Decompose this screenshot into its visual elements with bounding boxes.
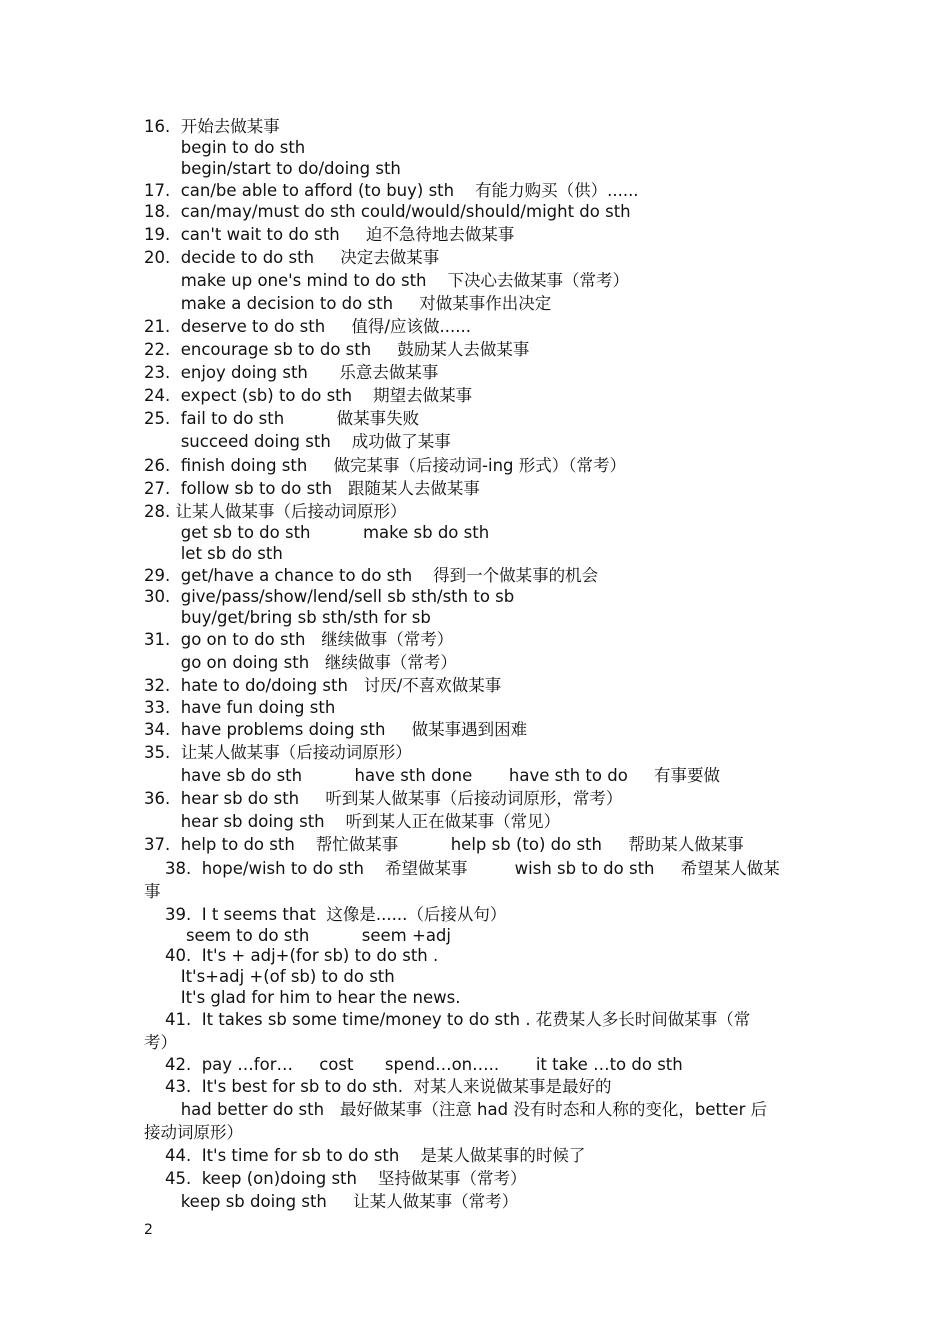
text-line: 44. It's time for sb to do sth 是某人做某事的时候了: [144, 1146, 586, 1165]
text-line: 27. follow sb to do sth 跟随某人去做某事: [144, 479, 480, 498]
text-line: 40. It's + adj+(for sb) to do sth .: [144, 946, 439, 965]
text-line: buy/get/bring sb sth/sth for sb: [144, 608, 431, 627]
text-line: 16. 开始去做某事: [144, 117, 280, 136]
text-line: keep sb doing sth 让某人做某事（常考）: [144, 1192, 519, 1211]
page-number: 2: [144, 1222, 153, 1238]
text-line: 41. It takes sb some time/money to do sth . 花费某人多长时间做某事（常: [144, 1010, 751, 1029]
text-line: 36. hear sb do sth 听到某人做某事（后接动词原形，常考）: [144, 789, 623, 808]
text-line: 35. 让某人做某事（后接动词原形）: [144, 743, 412, 762]
text-line: 考）: [144, 1033, 177, 1052]
text-line: make up one's mind to do sth 下决心去做某事（常考）: [144, 271, 629, 290]
text-line: It's glad for him to hear the news.: [144, 988, 461, 1007]
text-line: go on doing sth 继续做事（常考）: [144, 653, 457, 672]
text-line: 31. go on to do sth 继续做事（常考）: [144, 630, 454, 649]
text-line: let sb do sth: [144, 544, 283, 563]
text-line: 26. finish doing sth 做完某事（后接动词-ing 形式）（常考）: [144, 456, 627, 475]
text-line: 20. decide to do sth 决定去做某事: [144, 248, 440, 267]
text-line: 19. can't wait to do sth 迫不急待地去做某事: [144, 225, 515, 244]
text-line: had better do sth 最好做某事（注意 had 没有时态和人称的变化，better 后: [144, 1100, 768, 1119]
text-line: succeed doing sth 成功做了某事: [144, 432, 451, 451]
text-line: begin to do sth: [144, 138, 306, 157]
text-line: 17. can/be able to afford (to buy) sth 有能力购买（供）......: [144, 181, 639, 200]
text-line: seem to do sth seem +adj: [144, 926, 451, 945]
text-line: 33. have fun doing sth: [144, 698, 336, 717]
text-line: 21. deserve to do sth 值得/应该做......: [144, 317, 471, 336]
text-line: 29. get/have a chance to do sth 得到一个做某事的机会: [144, 566, 599, 585]
text-line: begin/start to do/doing sth: [144, 159, 401, 178]
text-line: 23. enjoy doing sth 乐意去做某事: [144, 363, 439, 382]
text-line: 34. have problems doing sth 做某事遇到困难: [144, 720, 528, 739]
text-line: 18. can/may/must do sth could/would/should/might do sth: [144, 202, 631, 221]
text-line: 39. I t seems that 这像是......（后接从句）: [144, 905, 507, 924]
text-line: 22. encourage sb to do sth 鼓励某人去做某事: [144, 340, 530, 359]
text-line: 24. expect (sb) to do sth 期望去做某事: [144, 386, 473, 405]
text-line: make a decision to do sth 对做某事作出决定: [144, 294, 552, 313]
text-line: hear sb doing sth 听到某人正在做某事（常见）: [144, 812, 561, 831]
text-line: 接动词原形）: [144, 1123, 243, 1142]
text-line: 45. keep (on)doing sth 坚持做某事（常考）: [144, 1169, 527, 1188]
text-line: have sb do sth have sth done have sth to do 有事要做: [144, 766, 721, 785]
text-line: 42. pay …for… cost spend…on….. it take …to do sth: [144, 1055, 683, 1074]
text-line: 32. hate to do/doing sth 讨厌/不喜欢做某事: [144, 676, 502, 695]
text-line: 43. It's best for sb to do sth. 对某人来说做某事是最好的: [144, 1077, 612, 1096]
text-line: It's+adj +(of sb) to do sth: [144, 967, 395, 986]
text-line: get sb to do sth make sb do sth: [144, 523, 490, 542]
text-line: 30. give/pass/show/lend/sell sb sth/sth to sb: [144, 587, 515, 606]
text-line: 事: [144, 882, 161, 901]
text-line: 38. hope/wish to do sth 希望做某事 wish sb to do sth 希望某人做某: [144, 859, 780, 878]
text-line: 28. 让某人做某事（后接动词原形）: [144, 502, 407, 521]
text-line: 37. help to do sth 帮忙做某事 help sb (to) do sth 帮助某人做某事: [144, 835, 744, 854]
text-line: 25. fail to do sth 做某事失败: [144, 409, 420, 428]
